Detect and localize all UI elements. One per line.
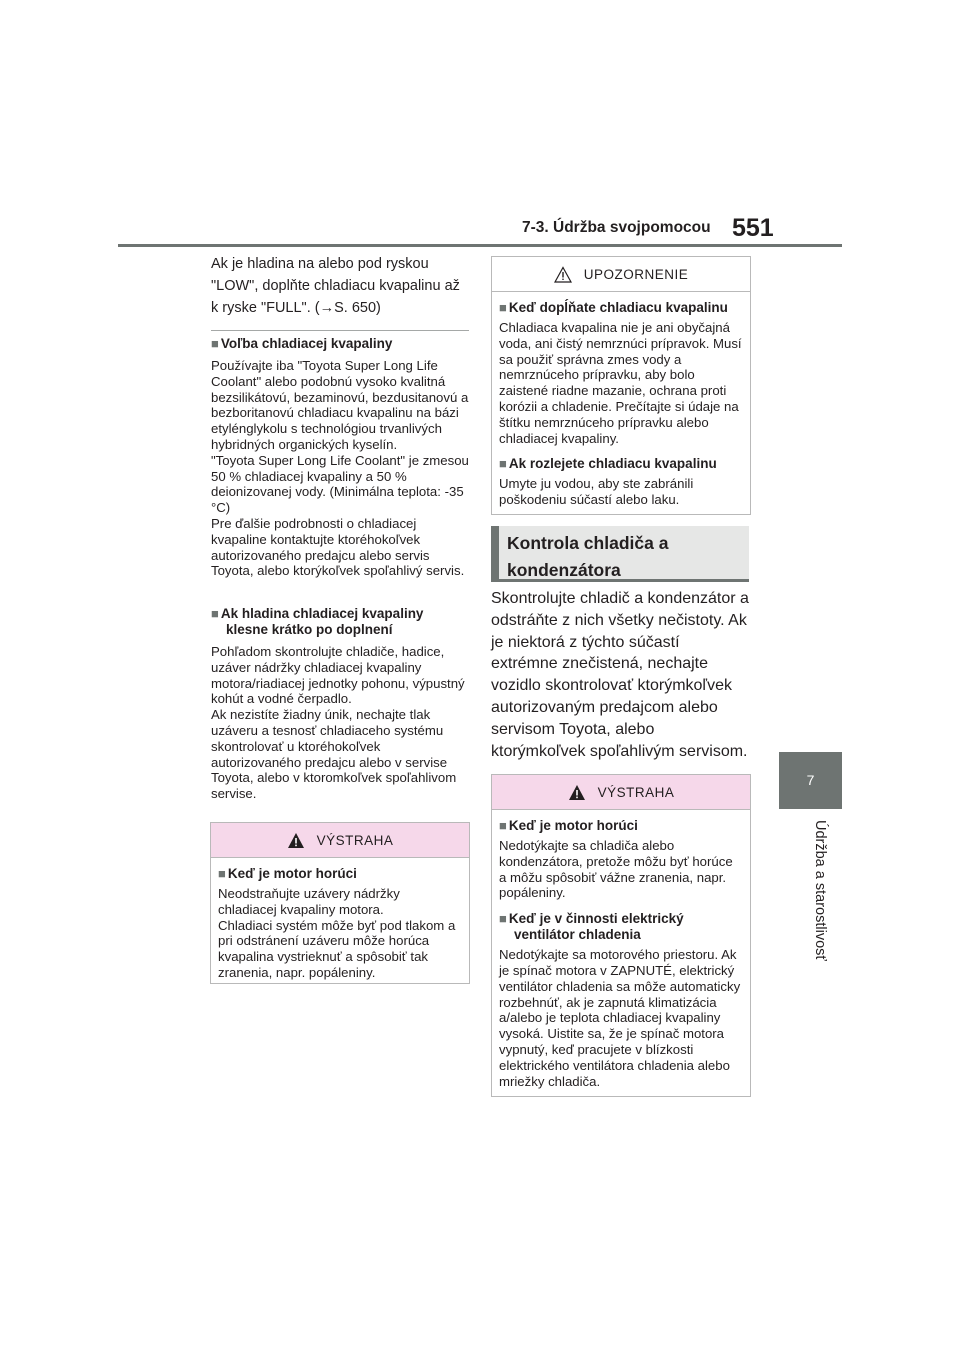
warning-triangle-icon [568, 784, 586, 801]
square-bullet-icon: ■ [499, 456, 507, 472]
warning-heading: ■ Keď je motor horúci [218, 866, 357, 881]
paragraph: Nedotýkajte sa chladiča alebo kondenzátora, pretože môžu byť horúce a môžu spôsobiť vážne zranenia, napr. popáleniny. [499, 838, 733, 901]
section-coolant-drop [211, 606, 469, 802]
section-header: 7-3. Údržba svojpomocou [522, 219, 711, 236]
paragraph: Umyte ju vodou, aby ste zabránili poškodeniu súčastí alebo laku. [499, 476, 694, 508]
section-coolant-choice [211, 336, 469, 579]
warning-box-left [210, 822, 470, 984]
paragraph: Chladiaci systém môže byť pod tlakom a pri odstránení uzáveru môže horúca kvapalina vystrieknuť a spôsobiť tak zranenia, napr. popáleniny. [218, 917, 456, 980]
warning-triangle-icon [287, 832, 305, 849]
paragraph: Nedotýkajte sa motorového priestoru. Ak je spínač motora v ZAPNUTÉ, elektrický ventilátor chladenia sa môže automaticky rozbehnúť, ak je zapnutá klimatizácia a/alebo je teplota chladiacej kvapaliny vysoká. Uistite sa, že je spínač motora vypnutý, keď pracujete v blízkosti elektrického ventilátora chladenia alebo mriežky chladiča. [499, 947, 741, 1089]
section-heading: ■ Voľba chladiacej kvapaliny [211, 336, 393, 351]
square-bullet-icon: ■ [211, 336, 219, 351]
paragraph: Pre ďalšie podrobnosti o chladiacej kvapaline kontaktujte ktoréhokoľvek autorizovaného predajcu alebo servis Toyota, alebo ktorýkoľvek spoľahlivý servis. [211, 515, 465, 579]
caution-box [491, 256, 751, 515]
intro-text: Ak je hladina na alebo pod ryskou "LOW", doplňte chladiacu kvapalinu až k ryske "FULL". (→S. 650) [211, 256, 460, 316]
caution-box-header: UPOZORNENIE [492, 257, 750, 292]
caution-heading: ■ Keď dopĺňate chladiacu kvapalinu [499, 300, 728, 315]
square-bullet-icon: ■ [499, 911, 507, 927]
warning-heading: ■ Keď je motor horúci [499, 818, 638, 833]
paragraph: "Toyota Super Long Life Coolant" je zmesou 50 % chladiacej kvapaliny a 50 % deionizovanej vody. (Minimálna teplota: -35 °C) [211, 452, 469, 516]
warning-triangle-icon [554, 266, 572, 283]
page-number: 551 [732, 214, 774, 242]
chapter-title-vertical: Údržba a starostlivosť [812, 820, 828, 961]
warning-heading: ■ Keď je v činnosti elektrický ventilátor chladenia [499, 911, 684, 943]
paragraph: Pohľadom skontrolujte chladiče, hadice, uzáver nádržky chladiacej kvapaliny motora/riadiacej jednotky pohonu, výpustný kohút a vodné čerpadlo. [211, 644, 465, 707]
paragraph: Používajte iba "Toyota Super Long Life Coolant" alebo podobnú vysoko kvalitná bezsilikátovú, bezaminovú, bezdusitanovú a bezboritanovú chladiacu kvapalinu na bázi etylénglykolu s technológiou trvanlivých hybridných organických kyselín. [211, 358, 469, 452]
chapter-number-tab: 7 [779, 752, 842, 809]
divider [211, 330, 469, 331]
section-body: Skontrolujte chladič a kondenzátor a odstráňte z nich všetky nečistoty. Ak je niektorá z týchto súčastí extrémne znečistená, nechajte vozidlo skontrolovať ktorýmkoľvek autorizovaným predajcom alebo servisom Toyota, alebo ktorýmkoľvek spoľahlivým servisom. [491, 590, 749, 760]
paragraph: Ak nezistíte žiadny únik, nechajte tlak uzáveru a tesnosť chladiaceho systému skontrolovať u ktoréhokoľvek autorizovaného predajcu alebo v servise Toyota, alebo v ktoromkoľvek spoľahlivom servise. [211, 707, 457, 802]
caution-heading: ■ Ak rozlejete chladiacu kvapalinu [499, 456, 717, 472]
square-bullet-icon: ■ [499, 818, 507, 833]
square-bullet-icon: ■ [211, 606, 219, 621]
paragraph: Chladiaca kvapalina nie je ani obyčajná voda, ani čistý nemrznúci prípravok. Musí sa použiť správna zmes vody a nemrznúceho prípravku, aby bolo zaistené riadne mazanie, ochrana proti korózii a chladenie. Prečítajte si údaje na štítku nemrznúceho prípravku alebo chladiacej kvapaliny. [499, 320, 742, 446]
warning-box-right [491, 774, 751, 1097]
section-title: Kontrola chladiča a kondenzátora [491, 526, 749, 582]
paragraph: Neodstraňujte uzávery nádržky chladiacej kvapaliny motora. [218, 886, 400, 917]
header-rule [118, 244, 842, 247]
warning-box-header: VÝSTRAHA [211, 823, 469, 858]
section-heading: ■ Ak hladina chladiacej kvapaliny klesne krátko po doplnení [211, 606, 424, 637]
warning-box-header: VÝSTRAHA [492, 775, 750, 810]
square-bullet-icon: ■ [218, 866, 226, 881]
square-bullet-icon: ■ [499, 300, 507, 315]
